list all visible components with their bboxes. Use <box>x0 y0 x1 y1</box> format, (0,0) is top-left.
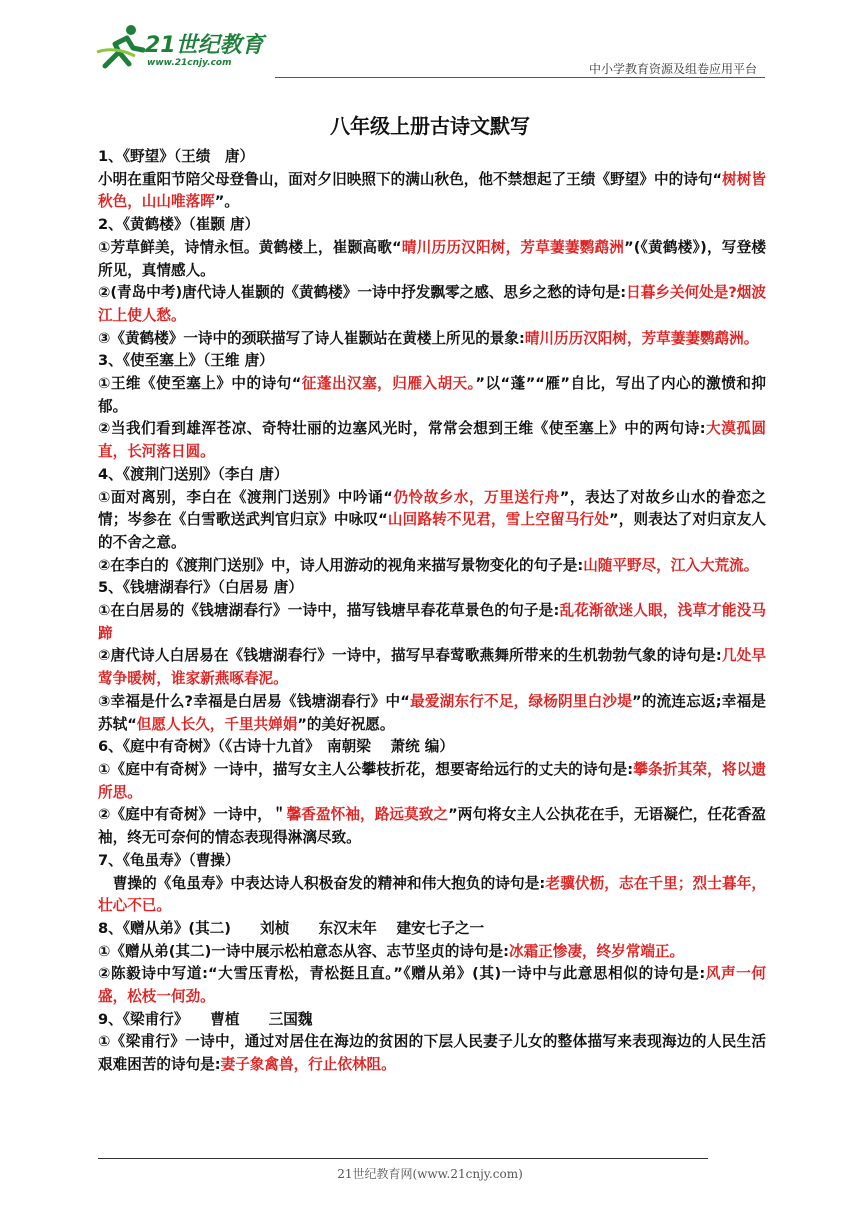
paragraph <box>98 328 766 351</box>
answer-text: 大漠孤圆直，长河落日圆。 <box>98 420 766 461</box>
answer-text: 但愿人长久，千里共婵娟 <box>136 715 298 733</box>
answer-text: 山随平野尽，江入大荒流。 <box>583 556 759 574</box>
answer-text: 老骥伏枥，志在千里；烈士暮年，壮心不已。 <box>98 874 766 915</box>
paragraph <box>98 691 766 736</box>
paragraph <box>98 487 766 555</box>
question-text: ”两句将女主人公执花在手，无语凝伫，任花香盈袖，终无可奈何的情态表现得淋漓尽致。 <box>98 806 767 847</box>
paragraph <box>98 963 766 1008</box>
paragraph <box>98 464 766 487</box>
question-text: 7、《龟虽寿》（曹操） <box>98 851 240 869</box>
logo-text: 21世纪教育 <box>145 33 264 58</box>
question-text: 2、《黄鹤楼》（崔颢 唐） <box>98 216 260 234</box>
question-text: ②陈毅诗中写道:“大雪压青松，青松挺且直。”《赠从弟》(其)一诗中与此意思相似的诗句是: <box>98 965 706 983</box>
question-text: ”(《黄鹤楼》)，写登楼所见，真情感人。 <box>98 238 766 279</box>
question-text: 5、《钱塘湖春行》（白居易 唐） <box>98 579 303 597</box>
question-text: 曹操的《龟虽寿》中表达诗人积极奋发的精神和伟大抱负的诗句是: <box>98 874 546 892</box>
question-text: ①面对离别，李白在《渡荆门送别》中吟诵“ <box>98 488 393 506</box>
paragraph <box>98 736 766 759</box>
header-divider <box>275 77 765 78</box>
question-text: ”，则表达了对归京友人的不舍之意。 <box>98 511 766 551</box>
question-text: ①芳草鲜美，诗情永恒。黄鹤楼上，崔颢高歌“ <box>98 238 402 256</box>
logo <box>95 22 265 74</box>
question-text: ”的美好祝愿。 <box>297 715 395 733</box>
paragraph <box>98 373 766 418</box>
paragraph <box>98 873 766 918</box>
paragraph <box>98 759 766 804</box>
paragraph <box>98 918 766 941</box>
paragraph <box>98 1009 766 1032</box>
paragraph <box>98 350 766 373</box>
question-text: ①王维《使至塞上》中的诗句“ <box>98 375 302 393</box>
answer-text: 仍怜故乡水，万里送行舟 <box>392 488 560 506</box>
question-text: ②(青岛中考)唐代诗人崔颢的《黄鹤楼》一诗中抒发飘零之感、思乡之愁的诗句是: <box>98 284 627 302</box>
answer-text: 几处早莺争暖树，谁家新燕啄春泥。 <box>98 647 766 688</box>
answer-text: 日暮乡关何处是?烟波江上使人愁。 <box>98 284 767 324</box>
paragraph <box>98 941 766 964</box>
platform-name: 中小学教育资源及组卷应用平台 <box>588 62 757 76</box>
paragraph <box>98 169 766 214</box>
question-text: 1、《野望》（王绩 唐） <box>98 148 255 165</box>
answer-text: 妻子象禽兽，行止依林阻。 <box>220 1056 396 1074</box>
question-text: ②在李白的《渡荆门送别》中，诗人用游动的视角来描写景物变化的句子是: <box>98 556 584 574</box>
question-text: ①《梁甫行》一诗中，通过对居住在海边的贫困的下层人民妻子儿女的整体描写来表现海边的人民生活艰难困苦的诗句是: <box>98 1033 766 1074</box>
paragraph <box>98 282 766 327</box>
page-header <box>95 22 765 82</box>
answer-text: 山回路转不见君，雪上空留马行处 <box>387 511 609 529</box>
paragraph <box>98 418 766 463</box>
question-text: ”，表达了对故乡山水的眷恋之情；岑参在《白雪歌送武判官归京》中咏叹“ <box>98 488 767 529</box>
question-text: 3、《使至塞上》（王维 唐） <box>98 352 274 370</box>
question-text: ”。 <box>214 193 239 211</box>
document-title: 八年级上册古诗文默写 <box>330 114 530 138</box>
paragraph <box>98 237 766 282</box>
answer-text: 乱花渐欲迷人眼，浅草才能没马蹄 <box>98 602 766 642</box>
paragraph <box>98 850 766 873</box>
answer-text: 树树皆秋色，山山唯落晖 <box>98 170 766 211</box>
question-text: 小明在重阳节陪父母登鲁山，面对夕旧映照下的满山秋色，他不禁想起了王绩《野望》中的诗句“ <box>98 170 723 188</box>
question-text: ②《庭中有奇树》一诗中，＂ <box>98 806 287 824</box>
answer-text: 晴川历历汉阳树，芳草萋萋鹦鹉洲 <box>401 238 625 256</box>
paragraph <box>98 804 766 849</box>
answer-text: 馨香盈怀袖，路远莫致之 <box>286 806 449 824</box>
answer-text: 征蓬出汉塞，归雁入胡天。 <box>301 375 476 393</box>
paragraph <box>98 645 766 690</box>
answer-text: 冰霜正惨凄，终岁常端正。 <box>508 942 685 960</box>
answer-text: 晴川历历汉阳树，芳草萋萋鹦鹉洲。 <box>524 329 759 347</box>
paragraph <box>98 1031 766 1076</box>
question-text: 4、《渡荆门送别》（李白 唐） <box>98 465 289 483</box>
page-footer: 21世纪教育网(www.21cnjy.com) <box>337 1167 523 1181</box>
answer-text: 最爱湖东行不足，绿杨阴里白沙堤 <box>409 692 632 710</box>
paragraph <box>98 600 766 645</box>
question-text: ③《黄鹤楼》一诗中的颈联描写了诗人崔颢站在黄楼上所见的景象: <box>98 329 525 347</box>
question-text: ①《赠从弟(其二)一诗中展示松柏意态从容、志节坚贞的诗句是: <box>98 942 509 960</box>
paragraph <box>98 146 766 169</box>
footer-divider <box>98 1158 708 1159</box>
document-body <box>98 146 766 1077</box>
question-text: ③幸福是什么?幸福是白居易《钱塘湖春行》中“ <box>98 692 410 710</box>
question-text: ”以“蓬”“雁”自比，写出了内心的激愤和抑郁。 <box>98 375 766 415</box>
answer-text: 风声一何盛，松枝一何劲。 <box>98 965 766 1006</box>
question-text: ”的流连忘返;幸福是苏轼“ <box>98 692 766 733</box>
paragraph <box>98 577 766 600</box>
question-text: 9、《梁甫行》 曹植 三国魏 <box>98 1010 313 1028</box>
paragraph <box>98 214 766 237</box>
answer-text: 攀条折其荣，将以遗所思。 <box>98 760 766 801</box>
question-text: 6、《庭中有奇树》（《古诗十九首》 南朝梁 萧统 编） <box>98 738 454 756</box>
question-text: ②当我们看到雄浑苍凉、奇特壮丽的边塞风光时，常常会想到王维《使至塞上》中的两句诗: <box>98 420 706 438</box>
paragraph <box>98 555 766 578</box>
logo-url: www.21cnjy.com <box>147 58 232 68</box>
question-text: ①《庭中有奇树》一诗中，描写女主人公攀枝折花，想要寄给远行的丈夫的诗句是: <box>98 760 634 778</box>
question-text: 8、《赠从弟》(其二) 刘桢 东汉末年 建安七子之一 <box>98 919 485 937</box>
runner-logo-icon <box>95 22 147 72</box>
question-text: ②唐代诗人白居易在《钱塘湖春行》一诗中，描写早春莺歌燕舞所带来的生机勃勃气象的诗句是: <box>98 647 722 665</box>
question-text: ①在白居易的《钱塘湖春行》一诗中，描写钱塘早春花草景色的句子是: <box>98 602 560 620</box>
